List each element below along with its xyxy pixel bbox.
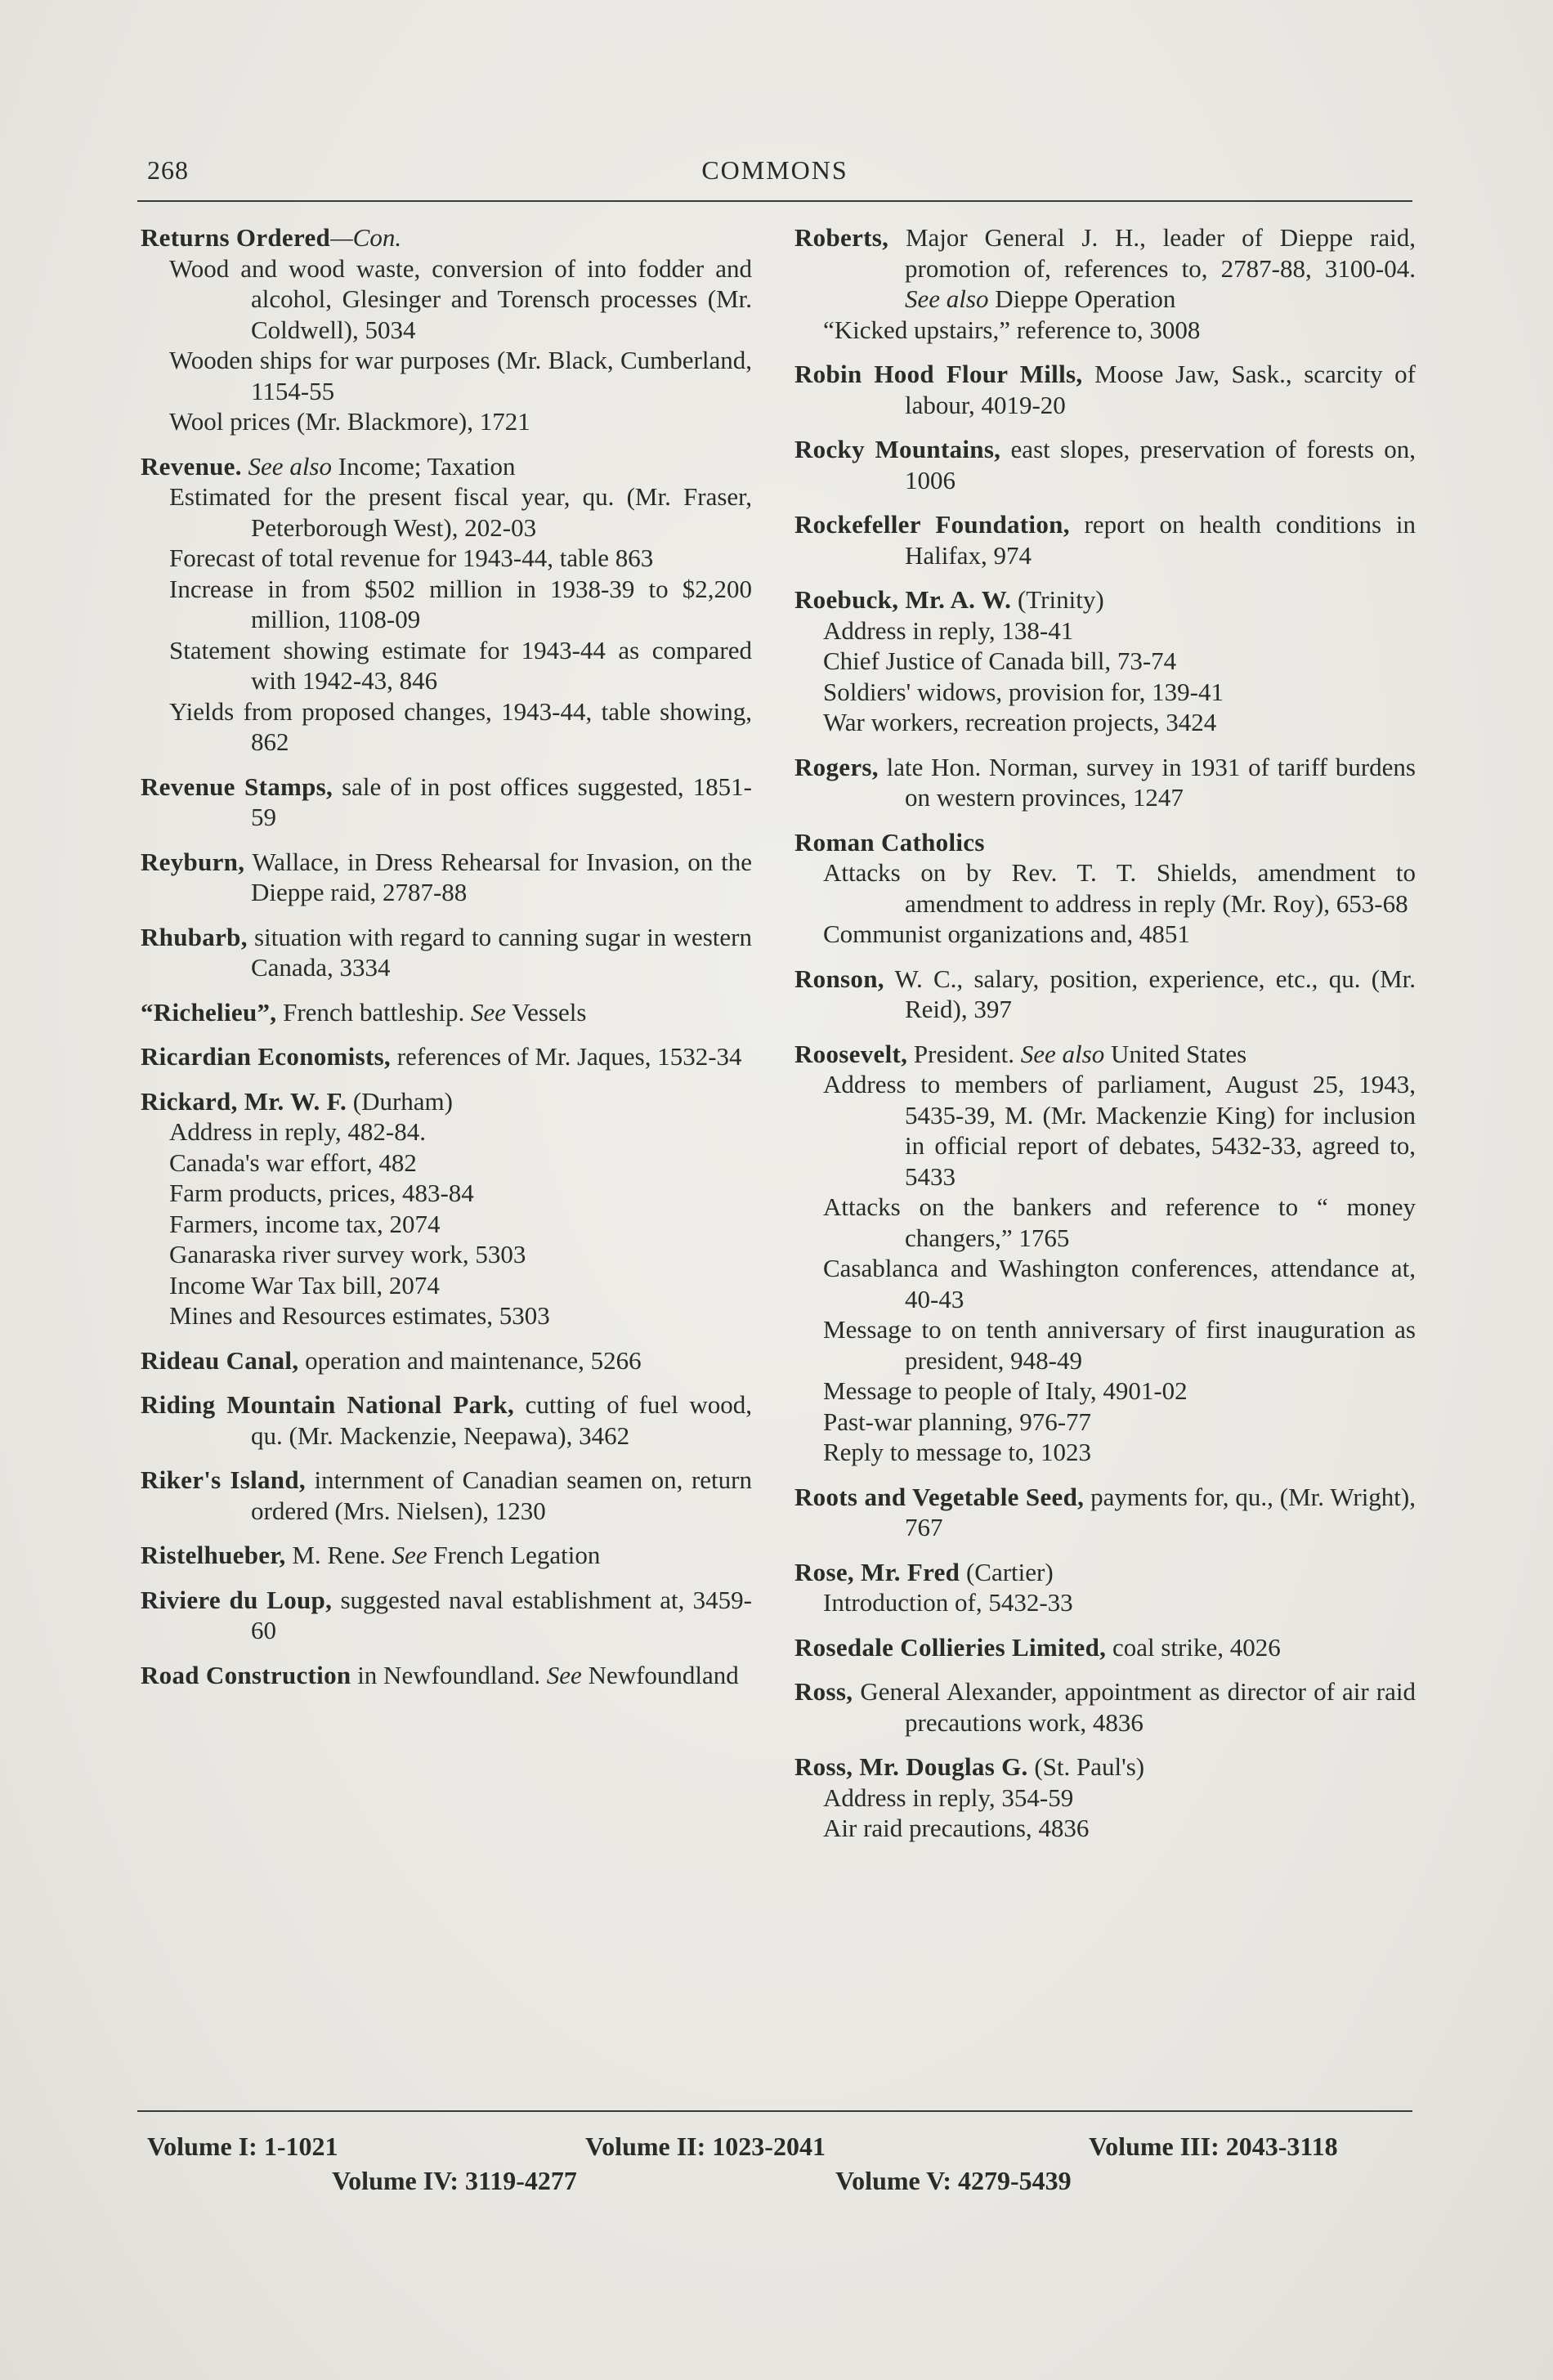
index-entry [141,1086,752,1331]
entry-text: coal strike, 4026 [1106,1632,1281,1662]
entry-text: General Alexander, appointment as director of air raid precautions work, 4836 [853,1677,1416,1737]
index-subentry: Message to people of Italy, 4901-02 [823,1376,1188,1405]
index-entry [141,847,752,908]
entry-text: operation and maintenance, 5266 [298,1345,642,1375]
index-entry-main [141,1041,752,1072]
index-subentry: Soldiers' widows, provision for, 139-41 [823,677,1224,706]
index-subentry: Attacks on by Rev. T. T. Shields, amendment to amendment to address in reply (Mr. Roy), 653-68 [823,858,1416,918]
index-heading: Roberts, [794,223,889,252]
entry-text: cutting of fuel wood, qu. (Mr. Mackenzie, Neepawa), 3462 [251,1390,752,1450]
index-subentry: Address to members of parliament, August 25, 1943, 5435-39, M. (Mr. Mackenzie King) for inclusion in official report of debates, 5432-33, agreed to, 5433 [823,1070,1416,1191]
index-entry-main [794,1676,1416,1738]
index-entry [794,222,1416,345]
index-entry [141,922,752,983]
index-heading: Riding Mountain National Park, [141,1390,515,1419]
index-entry [141,997,752,1028]
heading-continued: —Con. [330,223,402,252]
page-header [137,155,1412,196]
footer-rule [137,2110,1412,2112]
cross-reference-target: Income; Taxation [332,451,516,481]
index-heading: Rideau Canal, [141,1345,299,1375]
index-entry-main [794,359,1416,420]
entry-text: W. C., salary, position, experience, etc., qu. (Mr. Reid), 397 [884,964,1416,1023]
entry-text: French battleship. [276,997,471,1027]
index-subentry: Air raid precautions, 4836 [823,1814,1090,1842]
index-heading: Riviere du Loup, [141,1585,333,1614]
entry-text: payments for, qu., (Mr. Wright), 767 [905,1482,1416,1541]
index-entry [794,1676,1416,1738]
entry-text: Moose Jaw, Sask., scarcity of labour, 4019-20 [905,360,1416,419]
index-heading: Returns Ordered [141,223,331,252]
index-heading: Revenue. [141,451,242,481]
entry-text: internment of Canadian seamen on, return ordered (Mrs. Nielsen), 1230 [251,1465,752,1525]
cross-reference-target: French Legation [427,1541,601,1569]
index-subentry: Introduction of, 5432-33 [823,1588,1073,1617]
index-subentry: Statement showing estimate for 1943-44 as compared with 1942-43, 846 [169,635,752,695]
index-heading: Ross, Mr. Douglas G. [794,1752,1028,1781]
index-entry-main [141,1389,752,1451]
index-entry [794,964,1416,1025]
index-heading: Rickard, Mr. W. F. [141,1086,347,1116]
index-entry-main [141,997,752,1028]
index-entry [794,509,1416,570]
entry-text: Major General J. H., leader of Dieppe raid, promotion of, references to, 2787-88, 3100-04. [888,223,1416,283]
index-subentry: Chief Justice of Canada bill, 73-74 [823,646,1177,675]
cross-reference-target: Dieppe Operation [988,284,1176,313]
entry-text: M. Rene. [285,1541,392,1569]
index-entry [794,827,1416,950]
entry-text: east slopes, preservation of forests on, 1006 [905,435,1416,494]
entry-text: (Trinity) [1011,585,1104,614]
index-entry [141,1345,752,1376]
cross-reference-label: See also [1020,1039,1105,1068]
index-entry-main [141,1465,752,1526]
index-entry [141,1465,752,1526]
index-heading: Ricardian Economists, [141,1042,391,1071]
entry-text: President. [907,1039,1021,1068]
index-heading: Rhubarb, [141,922,248,951]
index-entry [141,1041,752,1072]
index-heading: Roots and Vegetable Seed, [794,1482,1085,1511]
index-entry [794,584,1416,738]
index-entry [141,222,752,437]
index-subentry: Message to on tenth anniversary of first inauguration as president, 948-49 [823,1315,1416,1375]
entry-text: sale of in post offices suggested, 1851-59 [251,772,752,831]
index-heading: Ronson, [794,964,884,993]
volume-range: Volume II: 1023-2041 [585,2132,826,2161]
index-subentry: Address in reply, 138-41 [823,615,1074,645]
index-subentry: Wood and wood waste, conversion of into fodder and alcohol, Glesinger and Torensch processes (Mr. Coldwell), 5034 [169,253,752,344]
index-subentry: Past-war planning, 976-77 [823,1407,1092,1436]
index-subentry: Address in reply, 354-59 [823,1783,1074,1812]
index-heading: Rogers, [794,752,879,781]
index-subentry: War workers, recreation projects, 3424 [823,708,1217,736]
index-entry [794,1751,1416,1844]
index-heading: Riker's Island, [141,1465,306,1494]
volume-range: Volume III: 2043-3118 [1089,2132,1338,2161]
cross-reference-label: See [392,1541,427,1569]
entry-text: Wallace, in Dress Rehearsal for Invasion, on the Dieppe raid, 2787-88 [244,847,752,906]
index-entry-main [141,772,752,833]
index-subentry: Forecast of total revenue for 1943-44, table 863 [169,544,654,572]
header-rule [137,200,1412,202]
index-heading: Roebuck, Mr. A. W. [794,585,1012,614]
index-entry [141,1585,752,1646]
index-entry-main [141,1660,752,1691]
index-entry-main [141,1585,752,1646]
index-heading: Ristelhueber, [141,1541,286,1569]
entry-text: late Hon. Norman, survey in 1931 of tariff burdens on western provinces, 1247 [878,752,1416,812]
entry-text: references of Mr. Jaques, 1532-34 [390,1042,742,1071]
index-heading: Rosedale Collieries Limited, [794,1632,1107,1662]
index-subentry: Wooden ships for war purposes (Mr. Black, Cumberland, 1154-55 [169,346,752,405]
index-subentry: Wool prices (Mr. Blackmore), 1721 [169,407,530,436]
volume-range: Volume I: 1-1021 [147,2132,338,2161]
cross-reference-target: Newfoundland [581,1660,739,1689]
index-entry-main [141,922,752,983]
entry-text: (St. Paul's) [1027,1752,1145,1781]
page-number: 268 [147,155,189,185]
index-subentry: Mines and Resources estimates, 5303 [169,1301,550,1330]
entry-text: situation with regard to canning sugar in western Canada, 3334 [247,922,752,982]
index-entry [794,1632,1416,1663]
cross-reference-label: See also [248,451,332,481]
index-entry-main [794,827,1416,858]
index-entry-main [141,847,752,908]
index-heading: Revenue Stamps, [141,772,333,801]
index-subentry: Increase in from $502 million in 1938-39 to $2,200 million, 1108-09 [169,574,752,633]
index-entry-main [794,509,1416,570]
index-entry-main [794,584,1416,615]
index-heading: Rose, Mr. Fred [794,1557,960,1586]
index-entry-main [141,451,752,482]
entry-text: suggested naval establishment at, 3459-60 [251,1585,752,1644]
cross-reference-label: See also [905,284,989,313]
entry-text: (Cartier) [960,1557,1054,1586]
index-column-right [794,222,1416,1858]
index-entry-main [141,1086,752,1117]
index-subentry: Communist organizations and, 4851 [823,919,1190,948]
index-heading: Rockefeller Foundation, [794,510,1070,539]
index-entry [794,434,1416,495]
index-subentry: Ganaraska river survey work, 5303 [169,1240,526,1268]
index-heading: Road Construction [141,1660,351,1689]
index-subentry: Yields from proposed changes, 1943-44, table showing, 862 [169,696,752,756]
index-subentry: Address in reply, 482-84. [169,1117,426,1146]
index-heading: Rocky Mountains, [794,435,1001,463]
index-entry-main [794,1039,1416,1070]
entry-text: (Durham) [347,1086,453,1116]
index-entry [794,1557,1416,1618]
index-entry [794,1039,1416,1468]
index-subentry: Income War Tax bill, 2074 [169,1270,440,1300]
index-entry-main [794,1482,1416,1543]
index-entry-main [794,1557,1416,1588]
index-entry-main [794,222,1416,315]
index-subentry: “Kicked upstairs,” reference to, 3008 [823,315,1201,344]
index-subentry: Farm products, prices, 483-84 [169,1179,474,1207]
index-entry [141,772,752,833]
index-entry [794,752,1416,813]
entry-text: in Newfoundland. [351,1660,547,1689]
index-entry [141,1540,752,1571]
index-subentry: Canada's war effort, 482 [169,1148,417,1177]
index-entry-main [794,434,1416,495]
index-entry [141,1660,752,1691]
index-entry-main [141,1345,752,1376]
index-subentry: Estimated for the present fiscal year, qu. (Mr. Fraser, Peterborough West), 202-03 [169,482,752,542]
index-entry-main [141,1540,752,1571]
index-entry-main [141,222,752,253]
index-heading: Ross, [794,1677,853,1706]
entry-text: report on health conditions in Halifax, 974 [905,510,1416,570]
index-heading: Roosevelt, [794,1039,908,1068]
index-heading: “Richelieu”, [141,997,277,1027]
index-entry [141,451,752,758]
index-heading: Roman Catholics [794,827,985,857]
volume-range: Volume V: 4279-5439 [835,2166,1072,2195]
index-entry [794,359,1416,420]
index-entry-main [794,1632,1416,1663]
index-entry [141,1389,752,1451]
index-entry [794,1482,1416,1543]
cross-reference-target: United States [1104,1039,1247,1068]
cross-reference-label: See [470,997,506,1027]
index-entry-main [794,752,1416,813]
index-subentry: Attacks on the bankers and reference to “ money changers,” 1765 [823,1192,1416,1252]
index-heading: Robin Hood Flour Mills, [794,360,1083,388]
index-subentry: Farmers, income tax, 2074 [169,1209,441,1238]
running-title: COMMONS [701,155,848,185]
index-subentry: Reply to message to, 1023 [823,1438,1092,1466]
index-subentry: Casablanca and Washington conferences, attendance at, 40-43 [823,1254,1416,1313]
index-heading: Reyburn, [141,847,245,876]
cross-reference-label: See [546,1660,582,1689]
cross-reference-target: Vessels [506,997,587,1027]
index-entry-main [794,1751,1416,1783]
index-entry-main [794,964,1416,1025]
index-column-left [141,222,752,1704]
volume-range: Volume IV: 3119-4277 [332,2166,577,2195]
